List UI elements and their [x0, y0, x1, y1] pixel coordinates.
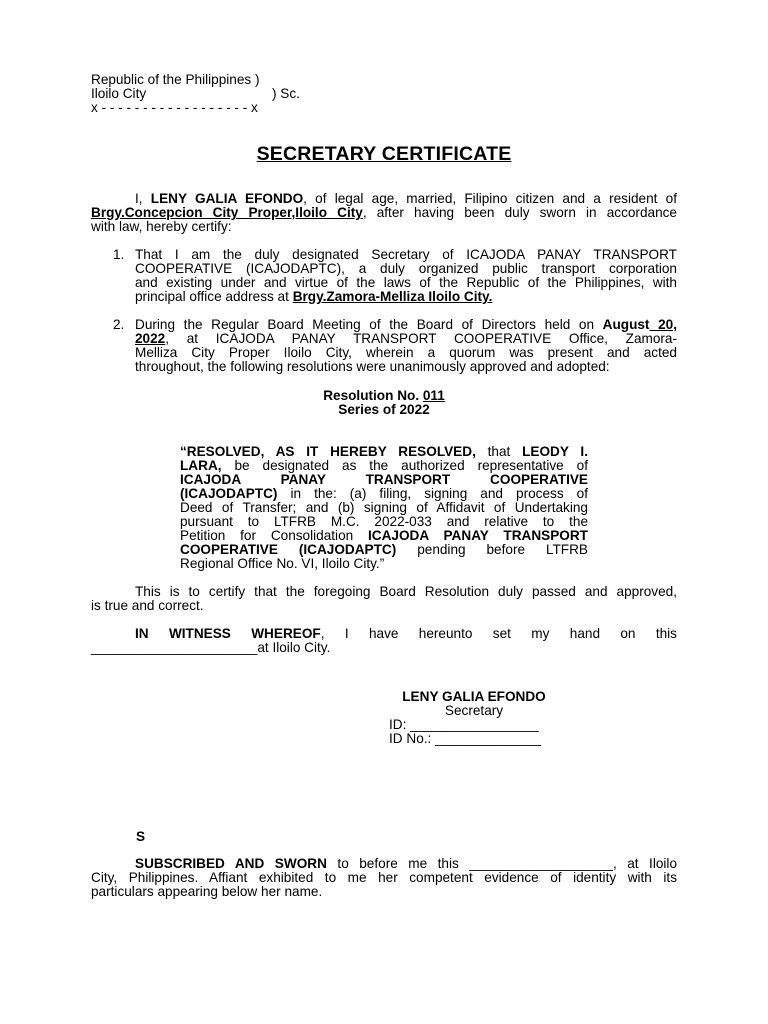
- witness-clause: IN WITNESS WHEREOF: [135, 626, 321, 641]
- caption-sc: ) Sc.: [272, 86, 300, 101]
- item-1-line-3: and existing under and virtue of the laws of the Republic of the Philippines, with: [135, 275, 677, 290]
- resolution-line-5: Deed of Transfer; and (b) signing of Affidavit of Undertaking: [180, 500, 588, 515]
- caption-city: Iloilo City: [91, 86, 147, 101]
- resolution-line-9: Regional Office No. VI, Iloilo City.”: [180, 556, 385, 571]
- witness-line-1: [91, 627, 677, 641]
- item-1-line-4: [135, 290, 492, 304]
- resolution-series: Series of 2022: [338, 402, 430, 417]
- representative-name-1: LEODY I.: [522, 444, 588, 459]
- item-2-line-3: Melliza City Proper Iloilo City, wherein a quorum was present and acted: [135, 345, 677, 360]
- affiant-address: Brgy.Concepcion City Proper,Iloilo City: [91, 205, 363, 220]
- witness-text: , I have hereunto set my hand on this: [320, 626, 677, 641]
- intro-text-2: , of legal age, married, Filipino citizen and a resident of: [303, 191, 677, 206]
- resolution-number-line: [0, 389, 768, 403]
- resolution-text-4: in the: (a) filing, signing and process of: [277, 486, 588, 501]
- coop-abbrev: (ICAJODAPTC): [180, 486, 278, 501]
- meeting-month: August: [602, 317, 650, 332]
- caption-separator: x - - - - - - - - - - - - - - - - - - x: [91, 100, 258, 115]
- resolution-line-1: [180, 445, 588, 459]
- document-title: SECRETARY CERTIFICATE: [256, 143, 512, 165]
- coop-name-1: ICAJODA PANAY TRANSPORT: [368, 528, 588, 543]
- subscribed-line-3: particulars appearing below her name.: [91, 884, 323, 899]
- affiant-name: LENY GALIA EFONDO: [150, 191, 304, 206]
- item-1-line-2: COOPERATIVE (ICAJODAPTC), a duly organized public transport corporation: [135, 261, 677, 276]
- intro-text-1: I,: [135, 191, 151, 206]
- item-1-text: principal office address at: [135, 289, 293, 304]
- caption-republic: Republic of the Philippines ): [91, 72, 260, 87]
- item-2-line-4: throughout, the following resolutions were unanimously approved and adopted:: [135, 359, 610, 374]
- item-2-number: 2.: [113, 317, 125, 332]
- item-2-text-1: During the Regular Board Meeting of the Board of Directors held on: [135, 317, 603, 332]
- resolved-clause: “RESOLVED, AS IT HEREBY RESOLVED,: [180, 444, 476, 459]
- resolution-line-7: [180, 529, 588, 543]
- subscribed-clause: SUBSCRIBED AND SWORN: [135, 856, 327, 871]
- coop-name-2: COOPERATIVE (ICAJODAPTC): [180, 542, 397, 557]
- resolution-line-4: [180, 487, 588, 501]
- resolution-text-1: that: [475, 444, 523, 459]
- subscribed-line-2: City, Philippines. Affiant exhibited to me her competent evidence of identity with its: [91, 870, 677, 885]
- representative-name-2: LARA,: [180, 458, 222, 473]
- subscribed-text-1: to before me this ___________________, at Iloilo: [326, 856, 678, 871]
- resolution-line-3: ICAJODA PANAY TRANSPORT COOPERATIVE: [180, 472, 588, 487]
- subscribed-line-1: [91, 857, 677, 871]
- resolution-line-6: pursuant to LTFRB M.C. 2022-033 and relative to the: [180, 514, 588, 529]
- item-2-line-2: [135, 332, 677, 346]
- resolution-line-8: [180, 543, 588, 557]
- signatory-id: ID: _________________: [389, 717, 539, 732]
- item-2-text-2: , at ICAJODA PANAY TRANSPORT COOPERATIVE Office, Zamora-: [165, 331, 677, 346]
- certify-line-1: [91, 585, 677, 599]
- meeting-day: 20,: [649, 317, 677, 332]
- item-2-line-1: [135, 318, 677, 332]
- signatory-id-no: ID No.: ______________: [389, 731, 541, 746]
- s-mark: S: [136, 829, 146, 844]
- resolution-text-7: Petition for Consolidation: [180, 528, 369, 543]
- witness-line-2: ______________________at Iloilo City.: [91, 640, 331, 655]
- item-1-line-1: That I am the duly designated Secretary of ICAJODA PANAY TRANSPORT: [135, 247, 677, 262]
- office-address: Brgy.Zamora-Melliza Iloilo City.: [292, 289, 493, 304]
- signatory-name: LENY GALIA EFONDO: [402, 689, 546, 704]
- certify-line-2: is true and correct.: [91, 598, 204, 613]
- resolution-text-2: be designated as the authorized representative of: [221, 458, 588, 473]
- resolution-text-8: pending before LTFRB: [396, 542, 588, 557]
- intro-text-3: , after having been duly sworn in accordance: [362, 205, 677, 220]
- certify-text-1: This is to certify that the foregoing Board Resolution duly passed and approved,: [135, 584, 677, 599]
- item-1-number: 1.: [113, 247, 125, 262]
- resolution-number: 011: [422, 388, 445, 403]
- intro-line-2: [91, 206, 677, 220]
- intro-line-1: [91, 192, 677, 206]
- resolution-label: Resolution No.: [323, 388, 423, 403]
- resolution-line-2: [180, 459, 588, 473]
- signatory-role: Secretary: [444, 703, 504, 718]
- intro-line-3: with law, hereby certify:: [91, 219, 232, 234]
- meeting-year: 2022: [135, 331, 166, 346]
